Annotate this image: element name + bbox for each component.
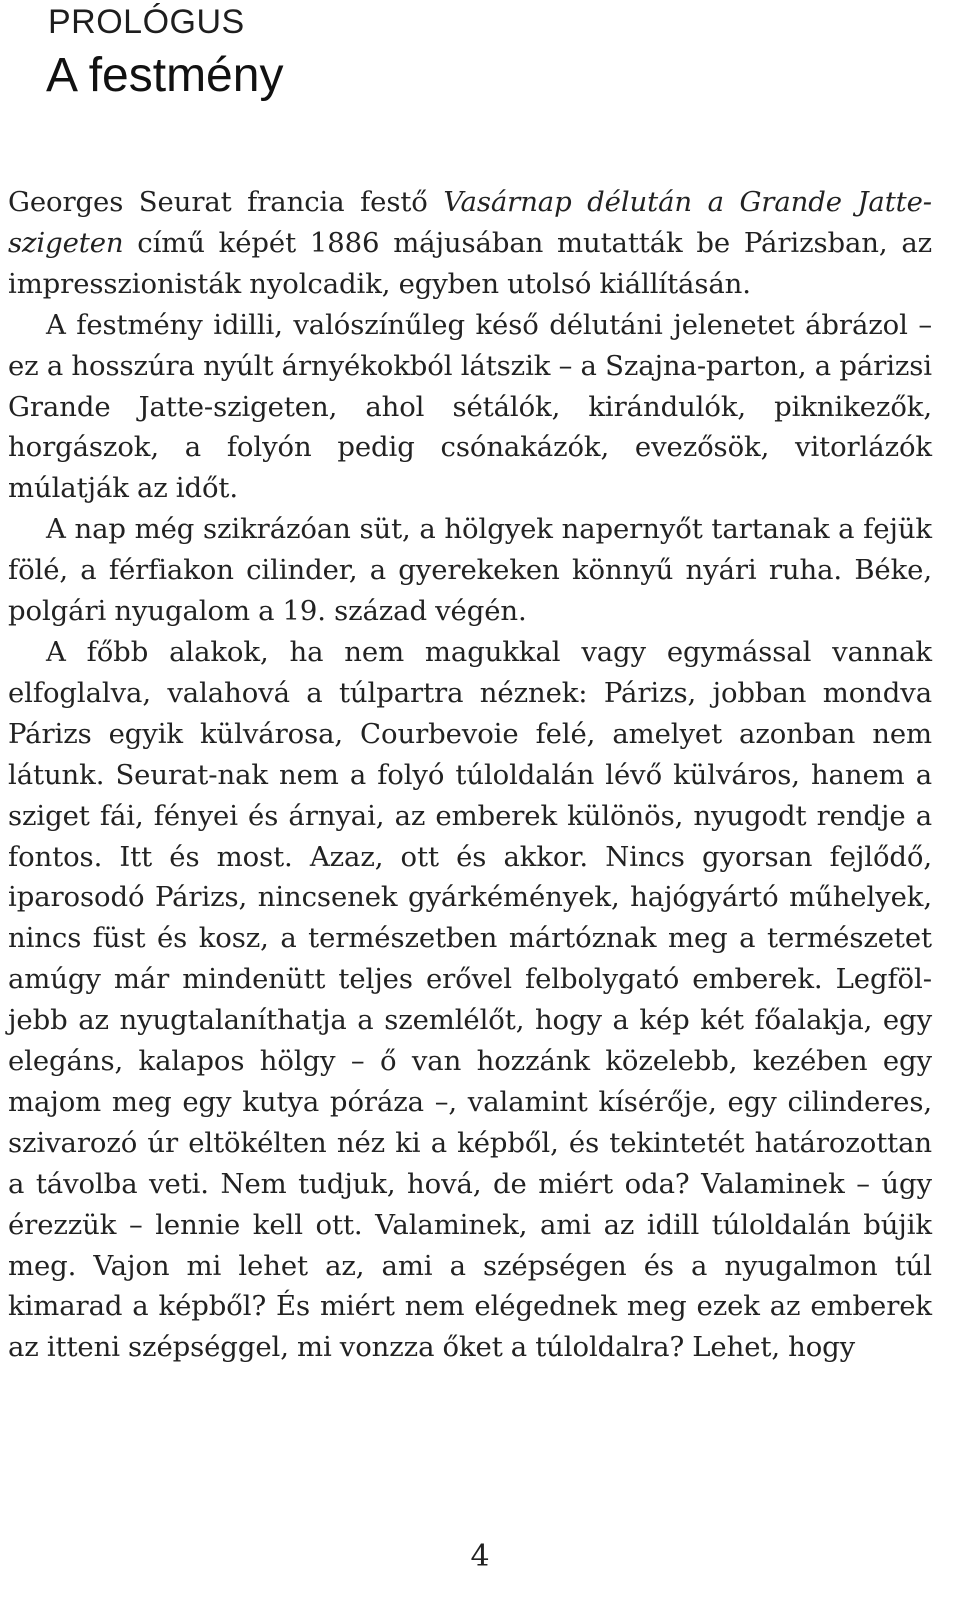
paragraph-3: A nap még szikrázóan süt, a hölgyek napernyőt tartanak a fejük fölé, a férfiakon cilinder, a gyerekeken könnyű nyári ruha. Béke, polgári nyugalom a 19. század végén.: [8, 513, 932, 628]
paragraph-2: A festmény idilli, valószínűleg késő délutáni jelenetet ábrázol – ez a hosszúra nyúlt árnyékokból látszik – a Szajna-parton, a párizsi Grande Jatte-szigeten, ahol sétálók, kirándulók, piknikezők, horgászok, a folyón pedig csónakázók, evezősök, vitorlázók múlatják az időt.: [8, 308, 932, 505]
body-text: [8, 182, 932, 1368]
section-kicker: PROLÓGUS: [48, 3, 245, 41]
paragraph-1-rest: című képét 1886 májusában mutatták be Párizsban, az impresszionisták nyolcadik, egyben utolsó kiállításán.: [8, 226, 932, 300]
paragraph-4: A főbb alakok, ha nem magukkal vagy egymással vannak elfoglalva, valahová a túlpartra néznek: Párizs, jobban mondva Párizs egyik külvárosa, Courbevoie felé, amelyet azonban nem látunk. Seurat-nak nem a folyó túloldalán lévő külváros, hanem a sziget fái, fényei és árnyai, az emberek különös, nyugodt rendje a fontos. Itt és most. Azaz, ott és akkor. Nincs gyorsan fejlődő, iparosodó Párizs, nincsenek gyárkémények, hajógyártó műhelyek, nincs füst és kosz, a természetben mártóznak meg a természetet amúgy már mindenütt teljes erővel felbolygató emberek. Legföljebb az nyugtalaníthatja a szemlélőt, hogy a kép két főalakja, egy elegáns, kalapos hölgy – ő van hozzánk közelebb, kezében egy majom meg egy kutya póráza –, valamint kísérője, egy cilinderes, szivarozó úr eltökélten néz ki a képből, és tekintetét határozottan a távolba veti. Nem tudjuk, hová, de miért oda? Valaminek – úgy érezzük – lennie kell ott. Valaminek, ami az idill túloldalán bújik meg. Vajon mi lehet az, ami a szépségen és a nyugalmon túl kimarad a képből? És miért nem elégednek meg ezek az emberek az itteni szépséggel, mi vonzza őket a túloldalra? Lehet, hogy: [8, 635, 932, 1364]
paragraph-1-intro: Georges Seurat francia festő: [8, 186, 444, 218]
page-number: 4: [470, 1539, 490, 1574]
paragraph-1: [8, 182, 932, 305]
painting-title: Vasárnap délután a Grande Jatte-szigeten: [8, 186, 932, 259]
chapter-title: A festmény: [46, 49, 284, 102]
